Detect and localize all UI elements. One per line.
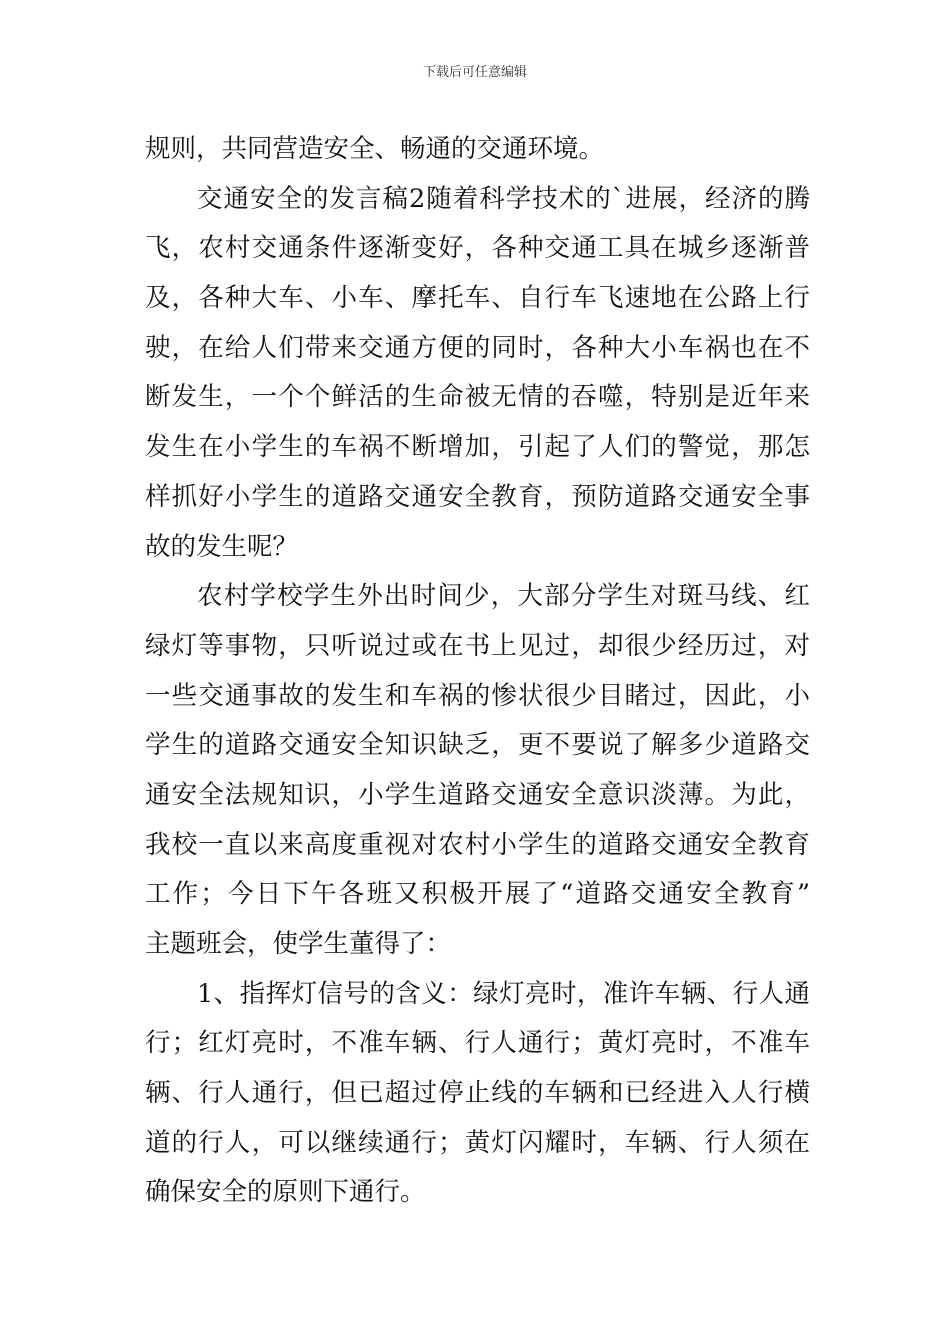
text-line: 1、指挥灯信号的含义：绿灯亮时，准许车辆、行人通 xyxy=(197,978,810,1009)
text-line: 及，各种大车、小车、摩托车、自行车飞速地在公路上行 xyxy=(145,283,810,314)
text-line: 通安全法规知识，小学生道路交通安全意识淡薄。为此， xyxy=(145,779,810,810)
text-line: 一些交通事故的发生和车祸的惨状很少目睹过，因此，小 xyxy=(145,680,810,711)
page-header: 下载后可任意编辑 xyxy=(422,65,527,80)
text-line: 确保安全的原则下通行。 xyxy=(145,1177,426,1208)
text-line: 行；红灯亮时，不准车辆、行人通行；黄灯亮时，不准车 xyxy=(145,1028,810,1059)
document-body xyxy=(145,125,810,1218)
text-line: 农村学校学生外出时间少，大部分学生对斑马线、红 xyxy=(197,581,810,612)
text-line: 辆、行人通行，但已超过停止线的车辆和已经进入人行横 xyxy=(145,1078,810,1109)
text-line: 飞，农村交通条件逐渐变好，各种交通工具在城乡逐渐普 xyxy=(145,233,810,264)
text-line: 绿灯等事物，只听说过或在书上见过，却很少经历过，对 xyxy=(145,630,810,661)
text-line: 交通安全的发言稿2随着科学技术的`进展，经济的腾 xyxy=(197,183,810,214)
text-line: 道的行人，可以继续通行；黄灯闪耀时，车辆、行人须在 xyxy=(145,1127,810,1158)
text-line: 规则，共同营造安全、畅通的交通环境。 xyxy=(145,134,605,164)
text-line: 断发生，一个个鲜活的生命被无情的吞噬，特别是近年来 xyxy=(145,382,810,413)
text-line: 主题班会，使学生董得了： xyxy=(145,929,452,959)
text-line: 工作；今日下午各班又积极开展了“道路交通安全教育” xyxy=(145,879,810,910)
text-line: 发生在小学生的车祸不断增加，引起了人们的警觉，那怎 xyxy=(145,432,810,463)
text-line: 学生的道路交通安全知识缺乏，更不要说了解多少道路交 xyxy=(145,730,810,761)
text-line: 样抓好小学生的道路交通安全教育，预防道路交通安全事 xyxy=(145,481,810,512)
text-line: 故的发生呢？ xyxy=(145,531,299,562)
text-line: 驶，在给人们带来交通方便的同时，各种大小车祸也在不 xyxy=(145,332,810,363)
text-line: 我校一直以来高度重视对农村小学生的道路交通安全教育 xyxy=(145,829,810,860)
